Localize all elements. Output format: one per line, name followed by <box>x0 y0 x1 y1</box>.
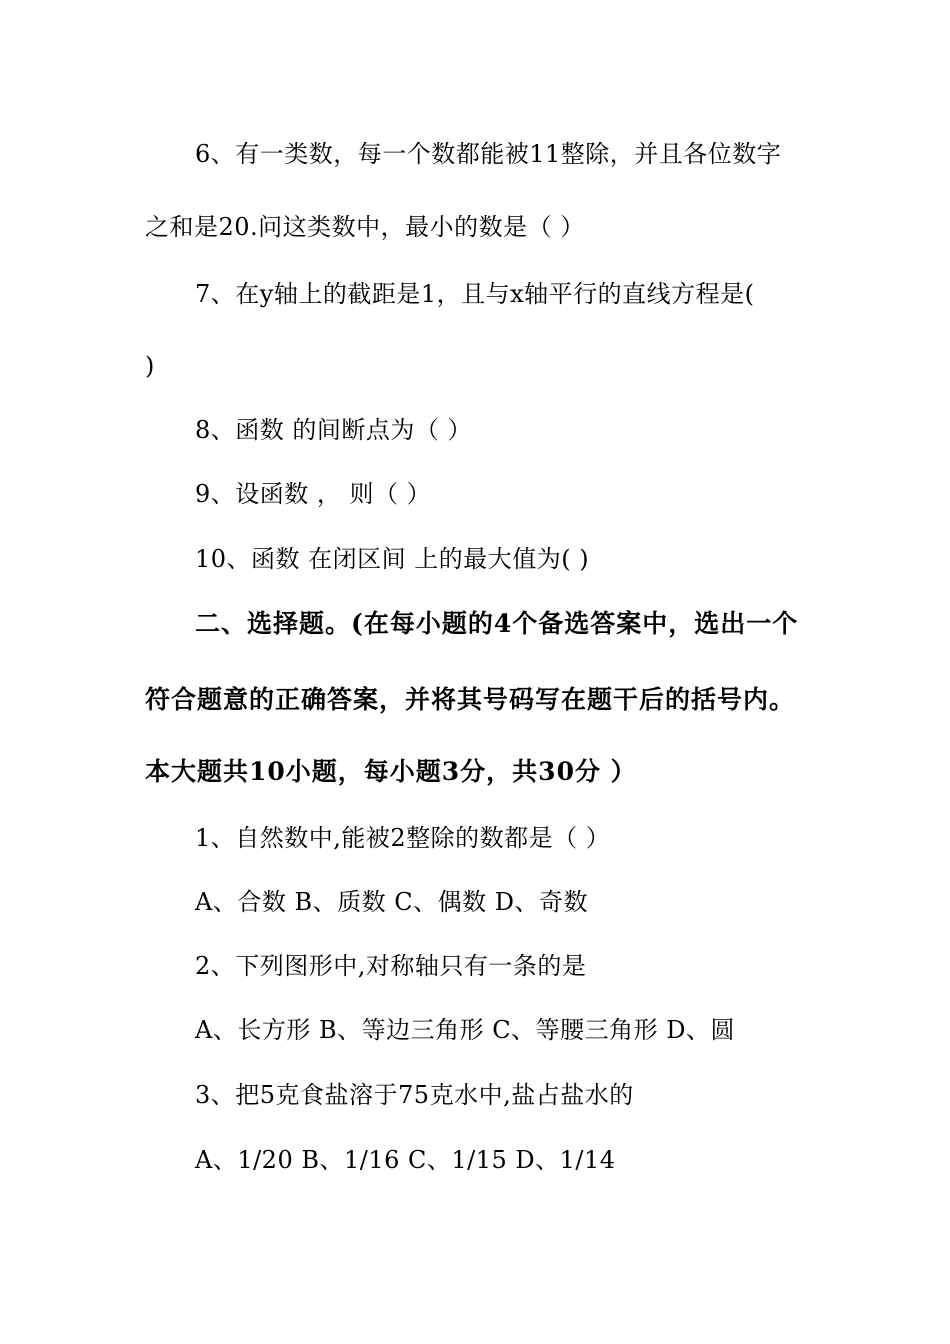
choice-question-3: 3、把5克食盐溶于75克水中,盐占盐水的 <box>195 1081 634 1109</box>
choice-question-3-options: A、1/20 B、1/16 C、1/15 D、1/14 <box>195 1146 616 1174</box>
choice-question-1: 1、自然数中,能被2整除的数都是（ ） <box>195 824 611 852</box>
question-7-line-1: 7、在y轴上的截距是1，且与x轴平行的直线方程是( <box>195 280 755 308</box>
question-9: 9、设函数 ， 则（ ） <box>195 480 432 508</box>
question-8: 8、函数 的间断点为（ ） <box>195 416 473 444</box>
question-7-line-2: ) <box>145 352 155 380</box>
choice-question-2: 2、下列图形中,对称轴只有一条的是 <box>195 952 587 980</box>
section-2-heading-line-2: 符合题意的正确答案，并将其号码写在题干后的括号内。 <box>145 685 796 714</box>
choice-question-1-options: A、合数 B、质数 C、偶数 D、奇数 <box>195 888 588 916</box>
question-10: 10、函数 在闭区间 上的最大值为( ) <box>195 545 590 573</box>
question-6-line-1: 6、有一类数，每一个数都能被11整除，并且各位数字 <box>195 140 782 168</box>
choice-question-2-options: A、长方形 B、等边三角形 C、等腰三角形 D、圆 <box>195 1016 735 1044</box>
section-2-heading-line-3: 本大题共10小题，每小题3分，共30分 ） <box>145 757 637 786</box>
section-2-heading-line-1: 二、选择题。(在每小题的4个备选答案中，选出一个 <box>195 609 799 638</box>
question-6-line-2: 之和是20.问这类数中，最小的数是（ ） <box>145 213 585 241</box>
